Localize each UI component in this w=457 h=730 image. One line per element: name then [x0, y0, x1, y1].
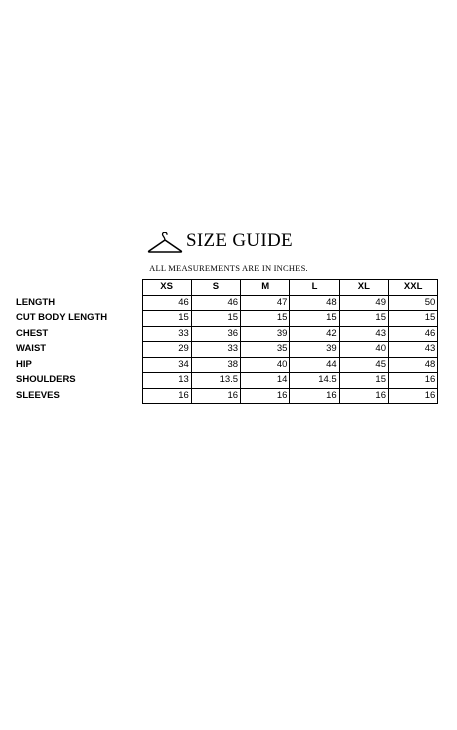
table-cell: 40 [241, 357, 290, 373]
table-cell: 36 [191, 326, 240, 342]
table-cell: 29 [142, 342, 191, 358]
table-cell: 50 [388, 295, 437, 311]
measurement-note: ALL MEASUREMENTS ARE IN INCHES. [149, 263, 308, 273]
page-title: SIZE GUIDE [186, 230, 293, 251]
table-cell: 15 [241, 311, 290, 327]
table-cell: 46 [142, 295, 191, 311]
table-cell: 44 [290, 357, 339, 373]
size-table [14, 279, 438, 404]
table-cell: 15 [388, 311, 437, 327]
row-label: CHEST [16, 327, 49, 339]
column-header: S [191, 280, 240, 296]
column-header: XS [142, 280, 191, 296]
table-cell: 43 [388, 342, 437, 358]
row-label: WAIST [16, 343, 47, 355]
table-cell: 48 [388, 357, 437, 373]
row-label: SHOULDERS [16, 374, 76, 386]
table-header-row [14, 280, 438, 296]
table-cell: 34 [142, 357, 191, 373]
table-cell: 15 [339, 373, 388, 389]
table-corner [14, 280, 142, 296]
row-label: SLEEVES [16, 389, 60, 401]
table-row [14, 311, 438, 327]
table-cell: 43 [339, 326, 388, 342]
row-label: CUT BODY LENGTH [16, 312, 108, 324]
row-label: HIP [16, 358, 32, 370]
table-cell: 39 [241, 326, 290, 342]
table-cell: 38 [191, 357, 240, 373]
table-cell: 14.5 [290, 373, 339, 389]
table-cell: 15 [142, 311, 191, 327]
table-cell: 39 [290, 342, 339, 358]
table-cell: 16 [388, 373, 437, 389]
table-cell: 16 [142, 388, 191, 404]
table-cell: 15 [339, 311, 388, 327]
table-row [14, 326, 438, 342]
table-cell: 16 [388, 388, 437, 404]
row-label: LENGTH [16, 296, 56, 308]
table-cell: 16 [339, 388, 388, 404]
table-cell: 13.5 [191, 373, 240, 389]
table-cell: 16 [290, 388, 339, 404]
table-cell: 35 [241, 342, 290, 358]
table-row [14, 342, 438, 358]
table-cell: 16 [191, 388, 240, 404]
table-cell: 48 [290, 295, 339, 311]
table-cell: 46 [191, 295, 240, 311]
table-cell: 47 [241, 295, 290, 311]
table-row [14, 357, 438, 373]
column-header: XL [339, 280, 388, 296]
table-cell: 14 [241, 373, 290, 389]
table-cell: 45 [339, 357, 388, 373]
table-cell: 13 [142, 373, 191, 389]
column-header: L [290, 280, 339, 296]
table-cell: 46 [388, 326, 437, 342]
table-cell: 15 [290, 311, 339, 327]
table-row [14, 388, 438, 404]
table-cell: 15 [191, 311, 240, 327]
table-row [14, 373, 438, 389]
table-cell: 40 [339, 342, 388, 358]
table-cell: 42 [290, 326, 339, 342]
column-header: XXL [388, 280, 437, 296]
table-cell: 49 [339, 295, 388, 311]
table-cell: 33 [142, 326, 191, 342]
column-header: M [241, 280, 290, 296]
table-cell: 16 [241, 388, 290, 404]
size-guide-header [0, 228, 457, 260]
table-row [14, 295, 438, 311]
hanger-icon [147, 232, 183, 254]
table-cell: 33 [191, 342, 240, 358]
